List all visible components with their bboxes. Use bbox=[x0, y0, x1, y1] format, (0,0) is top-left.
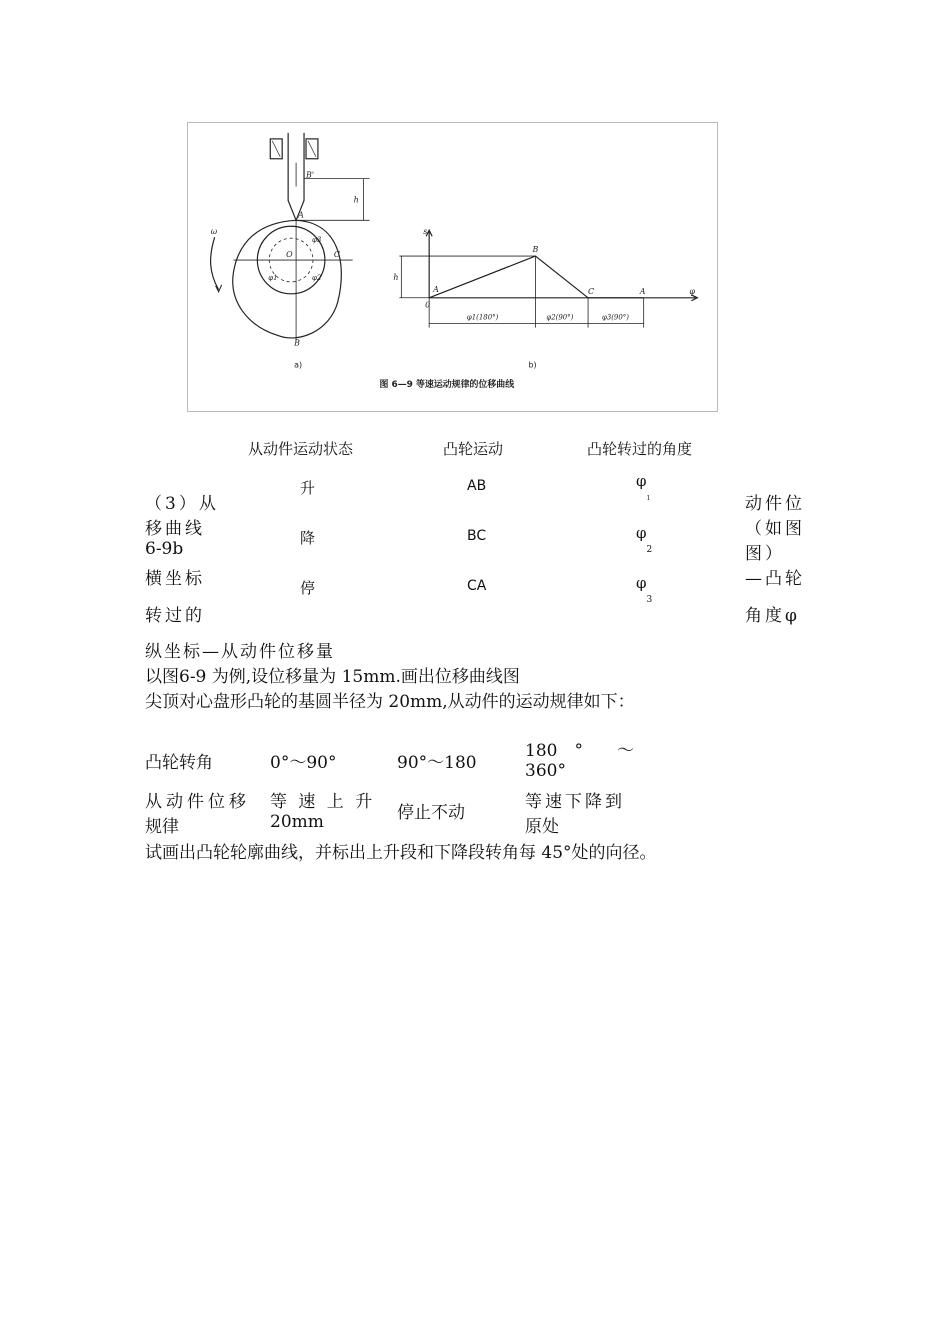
table2-r1-c1: 0°～90° bbox=[270, 753, 337, 773]
label-c-end: C bbox=[588, 286, 595, 296]
label-s-axis: s bbox=[423, 227, 428, 237]
table2-r1-c3a: 180 ° ～ bbox=[525, 741, 634, 761]
paragraph-1: 纵坐标—从动件位移量 bbox=[145, 642, 335, 662]
table2-r2-c1b: 20mm bbox=[270, 812, 324, 832]
cam-displacement-figure bbox=[188, 123, 717, 411]
figure-caption: 图 6—9 等速运动规律的位移曲线 bbox=[379, 380, 515, 391]
label-a-end: A bbox=[639, 286, 646, 296]
displacement-curve bbox=[429, 256, 644, 298]
label-a-start: A bbox=[433, 284, 439, 294]
right-text-4: —凸轮 bbox=[745, 569, 805, 589]
table2-r2-label-a: 从动件位移 bbox=[145, 792, 250, 812]
table2-r2-label-b: 规律 bbox=[145, 817, 179, 837]
table1-row2-angle: $\varphi_2$ bbox=[636, 524, 653, 555]
table1-row3-motion: CA bbox=[467, 578, 487, 594]
sub-a-label: a) bbox=[294, 360, 303, 370]
table1-row2-motion: BC bbox=[467, 528, 487, 544]
table1-header-motion: 凸轮运动 bbox=[443, 440, 504, 458]
table1-header-angle: 凸轮转过的角度 bbox=[587, 440, 693, 458]
table2-r2-c3b: 原处 bbox=[525, 817, 559, 837]
right-text-1: 动件位 bbox=[745, 494, 805, 514]
right-text-3: 图） bbox=[745, 544, 785, 564]
paragraph-2: 以图6-9 为例,设位移量为 15mm.画出位移曲线图 bbox=[145, 667, 520, 687]
right-text-2: （如图 bbox=[745, 519, 805, 539]
table2-r2-c3a: 等速下降到 bbox=[525, 792, 625, 812]
label-phi3: φ3 bbox=[311, 236, 322, 245]
label-h-left: h bbox=[353, 195, 359, 205]
left-text-1: （3）从 bbox=[145, 494, 219, 514]
label-b-prime: B' bbox=[306, 170, 315, 180]
table2-r1-c3b: 360° bbox=[525, 761, 566, 781]
label-seg2: φ2(90°) bbox=[546, 313, 574, 322]
table1-row2-state: 降 bbox=[300, 529, 316, 547]
table1-row3-angle: $\varphi_3$ bbox=[636, 574, 653, 605]
final-instruction: 试画出凸轮轮廓曲线，并标出上升段和下降段转角每 45°处的向径。 bbox=[145, 843, 657, 863]
label-omega: ω bbox=[210, 227, 218, 237]
sub-b-label: b) bbox=[528, 360, 537, 370]
label-b-peak: B bbox=[532, 245, 539, 255]
label-seg3: φ3(90°) bbox=[601, 313, 629, 322]
table2-r1-label: 凸轮转角 bbox=[145, 753, 213, 773]
label-o: O bbox=[286, 250, 293, 260]
label-phi1: φ1 bbox=[268, 273, 278, 282]
label-seg1: φ1(180°) bbox=[466, 313, 499, 322]
table2-r2-c1a: 等 速 上 升 bbox=[270, 792, 376, 812]
label-b: B bbox=[294, 338, 300, 348]
figure-6-9 bbox=[187, 122, 718, 412]
label-c: C bbox=[333, 250, 340, 260]
left-text-3: 6-9b bbox=[145, 539, 184, 559]
cam-profile bbox=[233, 220, 342, 338]
table1-row1-angle: $\varphi_1$ bbox=[636, 472, 651, 502]
paragraph-3: 尖顶对心盘形凸轮的基圆半径为 20mm,从动件的运动规律如下： bbox=[145, 692, 635, 712]
label-phi2: φ2 bbox=[311, 273, 322, 282]
table1-header-state: 从动件运动状态 bbox=[248, 440, 354, 458]
right-text-5: 角度φ bbox=[745, 606, 800, 626]
label-h-right: h bbox=[393, 272, 399, 282]
label-phi-axis: φ bbox=[689, 286, 695, 296]
table2-r1-c2: 90°～180 bbox=[397, 753, 477, 773]
table1-row1-motion: AB bbox=[467, 478, 487, 494]
rotation-arrow bbox=[211, 237, 219, 290]
label-origin: 0 bbox=[425, 300, 431, 310]
table1-row3-state: 停 bbox=[300, 579, 316, 597]
left-text-5: 转过的 bbox=[145, 606, 205, 626]
left-text-4: 横坐标 bbox=[145, 569, 205, 589]
label-a: A bbox=[298, 210, 304, 220]
left-text-2: 移曲线 bbox=[145, 519, 205, 539]
table1-row1-state: 升 bbox=[300, 479, 316, 497]
table2-r2-c2: 停止不动 bbox=[397, 803, 465, 823]
